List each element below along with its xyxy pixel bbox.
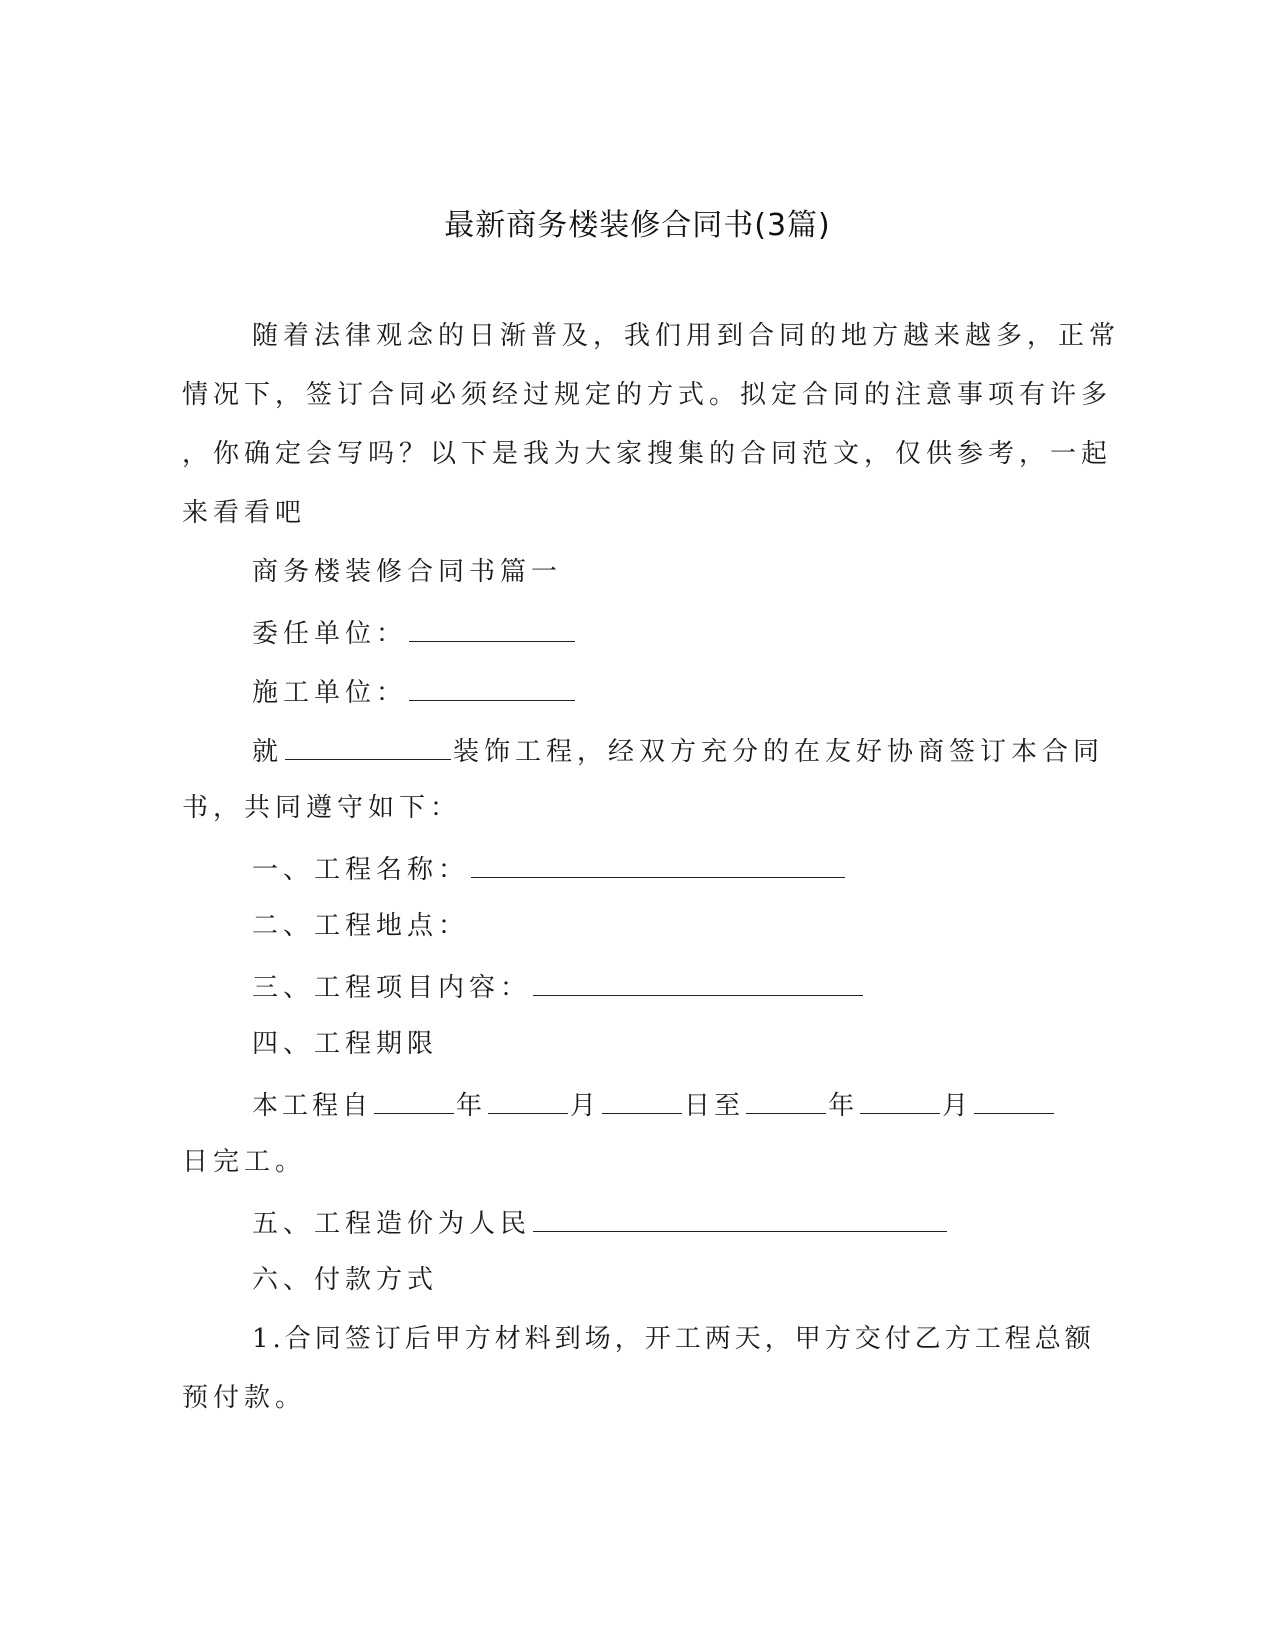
contractor-field bbox=[252, 672, 577, 711]
month-label-2: 月 bbox=[942, 1091, 973, 1121]
intro-line-2: 情况下，签订合同必须经过规定的方式。拟定合同的注意事项有许多 bbox=[182, 380, 1113, 410]
item-project-name-label: 一、工程名称： bbox=[252, 855, 470, 885]
preamble-line-2: 书，共同遵守如下： bbox=[182, 793, 462, 823]
preamble-line-1 bbox=[252, 731, 1104, 770]
intro-line-3: ，你确定会写吗？以下是我为大家搜集的合同范文，仅供参考，一起 bbox=[182, 439, 1113, 469]
item-content bbox=[252, 967, 865, 1006]
payment-clause-1-cont: 预付款。 bbox=[182, 1383, 307, 1413]
intro-line-1: 随着法律观念的日渐普及，我们用到合同的地方越来越多，正常 bbox=[252, 321, 1121, 351]
item-period: 四、工程期限 bbox=[252, 1029, 439, 1059]
period-line bbox=[252, 1085, 1056, 1124]
item-location: 二、工程地点： bbox=[252, 911, 470, 941]
start-day-blank[interactable] bbox=[602, 1085, 682, 1114]
client-field bbox=[252, 613, 577, 652]
project-name-blank[interactable] bbox=[285, 731, 451, 760]
item-content-label: 三、工程项目内容： bbox=[252, 973, 532, 1003]
year-label-2: 年 bbox=[828, 1091, 859, 1121]
payment-heading: 六、付款方式 bbox=[252, 1265, 439, 1295]
document-title: 最新商务楼装修合同书(3篇) bbox=[444, 208, 831, 243]
item-cost-label: 五、工程造价为人民 bbox=[252, 1209, 532, 1239]
section-heading: 商务楼装修合同书篇一 bbox=[252, 557, 563, 587]
client-label: 委任单位： bbox=[252, 619, 408, 649]
contractor-label: 施工单位： bbox=[252, 678, 408, 708]
contractor-blank[interactable] bbox=[409, 672, 575, 701]
start-year-blank[interactable] bbox=[374, 1085, 454, 1114]
period-end-label: 日完工。 bbox=[182, 1147, 307, 1177]
end-month-blank[interactable] bbox=[860, 1085, 940, 1114]
month-label-1: 月 bbox=[570, 1091, 601, 1121]
payment-clause-1: 1.合同签订后甲方材料到场，开工两天，甲方交付乙方工程总额 bbox=[252, 1324, 1095, 1354]
item-project-name bbox=[252, 849, 847, 888]
preamble-post: 装饰工程，经双方充分的在友好协商签订本合同 bbox=[453, 737, 1105, 767]
item-cost bbox=[252, 1203, 949, 1242]
end-day-blank[interactable] bbox=[974, 1085, 1054, 1114]
item-content-blank[interactable] bbox=[533, 967, 863, 996]
preamble-pre: 就 bbox=[252, 737, 284, 767]
start-month-blank[interactable] bbox=[488, 1085, 568, 1114]
day-to-label: 日至 bbox=[684, 1091, 745, 1121]
end-year-blank[interactable] bbox=[746, 1085, 826, 1114]
client-blank[interactable] bbox=[409, 613, 575, 642]
item-project-name-blank[interactable] bbox=[471, 849, 845, 878]
year-label-1: 年 bbox=[456, 1091, 487, 1121]
item-cost-blank[interactable] bbox=[533, 1203, 947, 1232]
intro-line-4: 来看看吧 bbox=[182, 498, 307, 528]
period-start-label: 本工程自 bbox=[252, 1091, 373, 1121]
